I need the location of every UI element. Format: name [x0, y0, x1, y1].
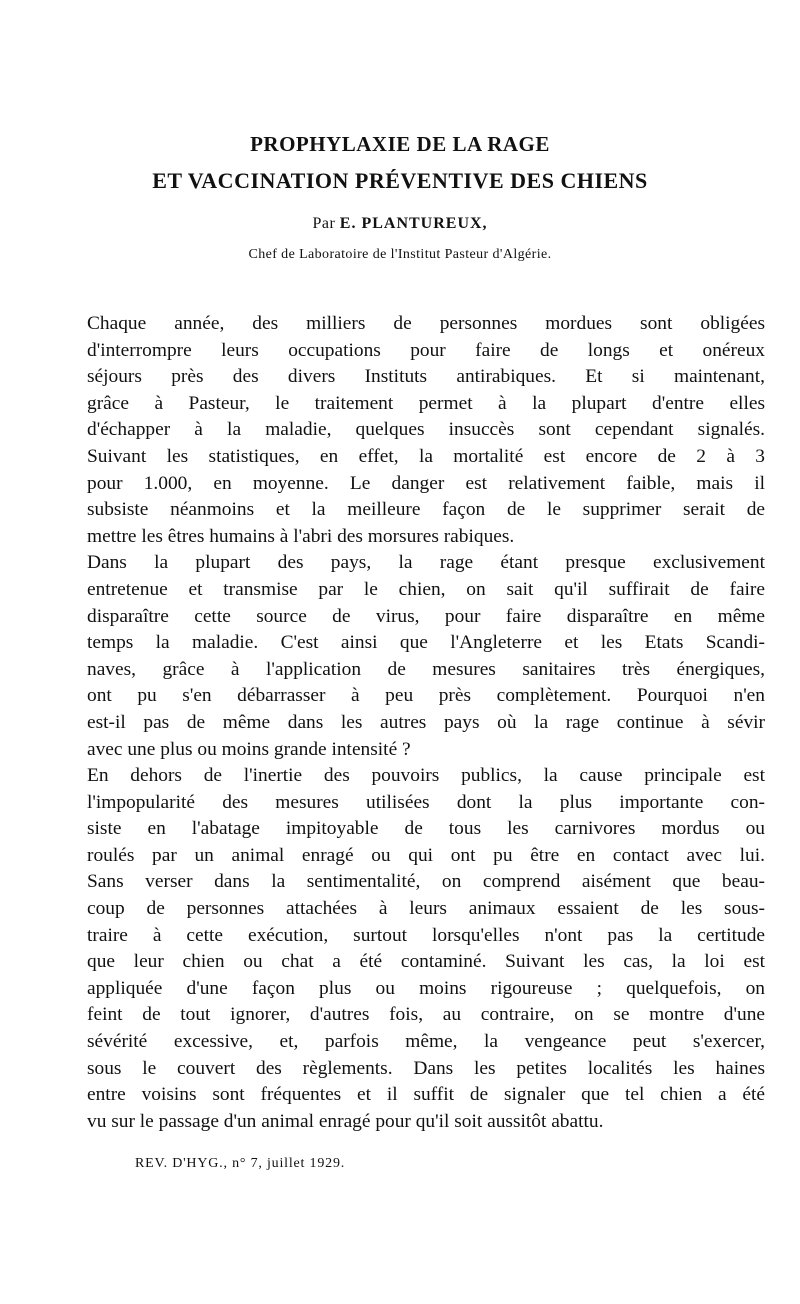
text-line: En dehors de l'inertie des pouvoirs publics, la cause principale est: [87, 765, 765, 787]
text-line: sévérité excessive, et, parfois même, la vengeance peut s'exercer,: [87, 1031, 765, 1053]
author-name: E. PLANTUREUX,: [339, 215, 488, 232]
text-line: sous le couvert des règlements. Dans les petites localités les haines: [87, 1057, 765, 1079]
text-line: Dans la plupart des pays, la rage étant presque exclusivement: [87, 552, 765, 574]
text-line: Sans verser dans la sentimentalité, on comprend aisément que beau-: [87, 871, 765, 893]
journal-name: REV. D'HYG.,: [135, 1156, 228, 1171]
paragraph: [87, 550, 765, 763]
text-line: subsiste néanmoins et la meilleure façon de le supprimer serait de: [87, 499, 765, 521]
paragraph: [87, 763, 765, 1135]
author-affiliation: Chef de Laboratoire de l'Institut Pasteur d'Algérie.: [248, 247, 552, 262]
text-line: mettre les êtres humains à l'abri des morsures rabiques.: [87, 525, 515, 547]
article-body: [87, 311, 765, 1135]
text-line: siste en l'abatage impitoyable de tous les carnivores mordus ou: [87, 818, 765, 840]
text-line: l'impopularité des mesures utilisées dont la plus importante con-: [87, 791, 765, 813]
text-line: appliquée d'une façon plus ou moins rigoureuse ; quelquefois, on: [87, 977, 765, 999]
text-line: d'échapper à la maladie, quelques insuccès sont cependant signalés.: [87, 419, 765, 441]
text-line: traire à cette exécution, surtout lorsqu'elles n'ont pas la certitude: [87, 924, 765, 946]
text-line: d'interrompre leurs occupations pour faire de longs et onéreux: [87, 339, 765, 361]
paragraph: [87, 311, 765, 550]
text-line: avec une plus ou moins grande intensité ?: [87, 738, 411, 760]
journal-issue: n° 7, juillet 1929.: [232, 1156, 346, 1171]
text-line: ont pu s'en débarrasser à peu près complètement. Pourquoi n'en: [87, 685, 765, 707]
text-line: pour 1.000, en moyenne. Le danger est relativement faible, mais il: [87, 472, 765, 494]
text-line: naves, grâce à l'application de mesures sanitaires très énergiques,: [87, 658, 765, 680]
article-title-line-1: PROPHYLAXIE DE LA RAGE: [250, 132, 550, 156]
text-line: est-il pas de même dans les autres pays où la rage continue à sévir: [87, 711, 765, 733]
text-line: coup de personnes attachées à leurs animaux essaient de les sous-: [87, 898, 765, 920]
text-line: temps la maladie. C'est ainsi que l'Angleterre et les Etats Scandi-: [87, 632, 765, 654]
text-line: grâce à Pasteur, le traitement permet à la plupart d'entre elles: [87, 392, 765, 414]
text-line: feint de tout ignorer, d'autres fois, au contraire, on se montre d'une: [87, 1004, 765, 1026]
text-line: Chaque année, des milliers de personnes mordues sont obligées: [87, 313, 765, 334]
text-line: que leur chien ou chat a été contaminé. Suivant les cas, la loi est: [87, 951, 765, 973]
text-line: roulés par un animal enragé ou qui ont pu être en contact avec lui.: [87, 844, 765, 866]
journal-citation: [135, 1156, 345, 1172]
text-line: séjours près des divers Instituts antirabiques. Et si maintenant,: [87, 366, 765, 388]
text-line: vu sur le passage d'un animal enragé pour qu'il soit aussitôt abattu.: [87, 1110, 604, 1132]
byline: [0, 215, 800, 233]
text-line: Suivant les statistiques, en effet, la mortalité est encore de 2 à 3: [87, 445, 765, 467]
text-line: entretenue et transmise par le chien, on sait qu'il suffirait de faire: [87, 578, 765, 600]
text-line: entre voisins sont fréquentes et il suffit de signaler que tel chien a été: [87, 1084, 765, 1106]
text-line: disparaître cette source de virus, pour faire disparaître en même: [87, 605, 765, 627]
article-title-line-2: ET VACCINATION PRÉVENTIVE DES CHIENS: [152, 168, 648, 193]
byline-prefix: Par: [312, 215, 336, 232]
